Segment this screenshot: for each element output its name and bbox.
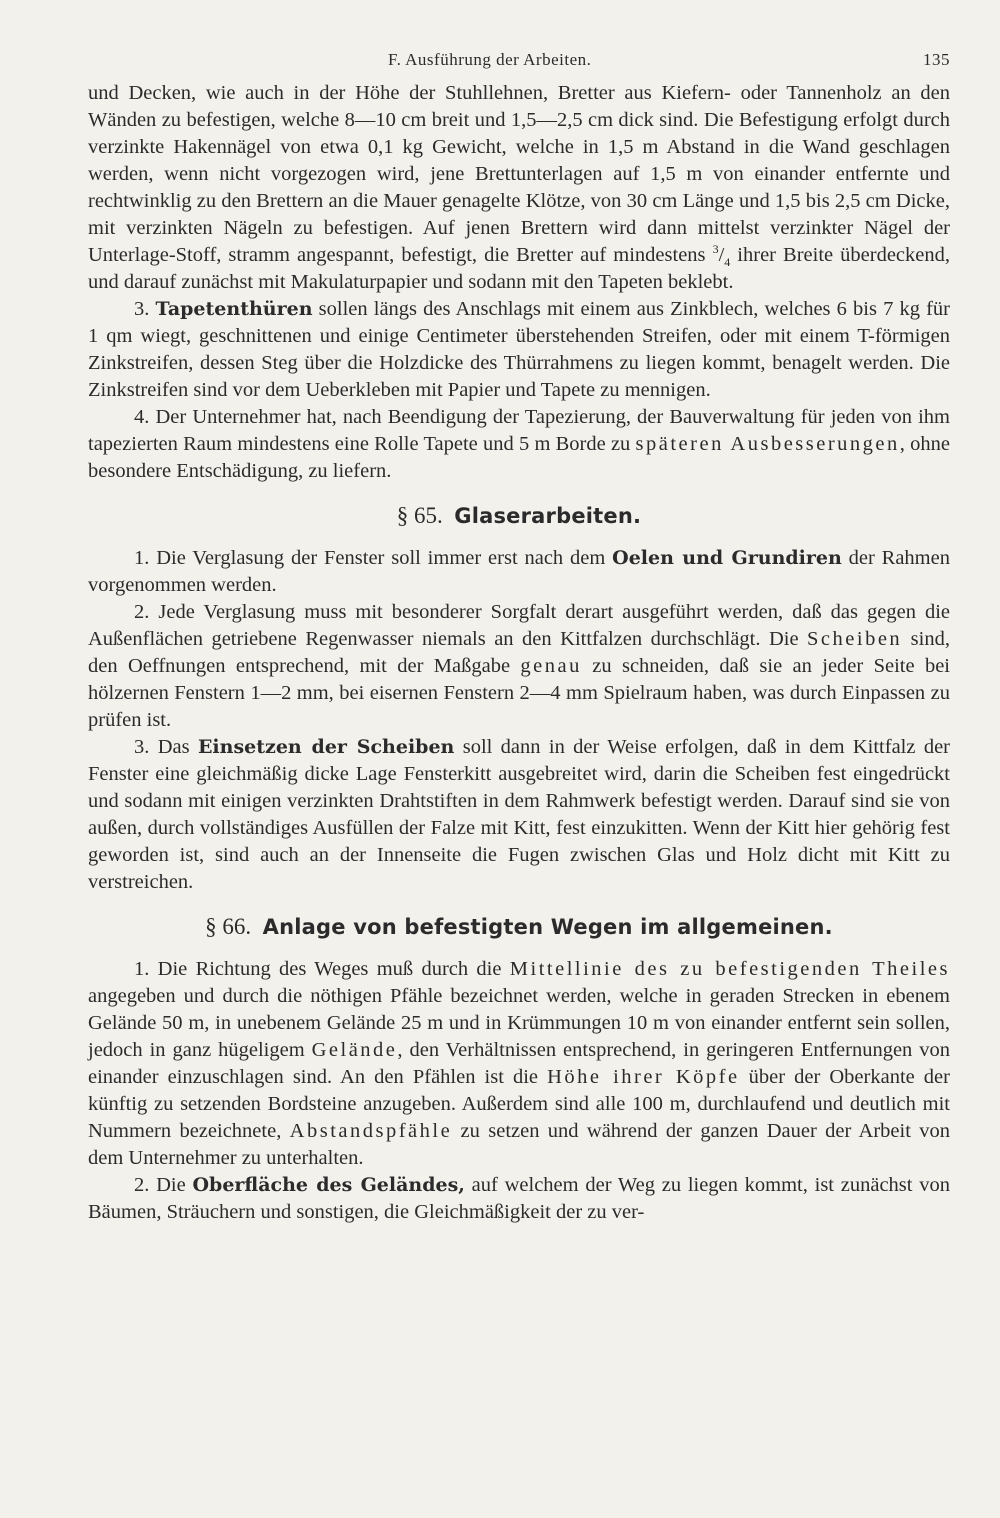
text-run: sollen längs des Anschlags mit einem aus Zinkblech, welches 6 bis 7 kg für 1 qm wiegt, geschnittenen und einige Centimeter überstehenden Streifen, oder mit einem T-förmigen Zinkstreifen, dessen Steg über die Holzdicke des Thürrahmens zu liegen kommt, benagelt werden. Die Zinkstreifen sind vor dem Ueberkleben mit Papier und Tapete zu mennigen.	[88, 298, 951, 401]
bold-term: Einsetzen der Scheiben	[197, 736, 455, 758]
paragraph-verglasung	[88, 545, 950, 599]
paragraph-richtung	[88, 956, 950, 1172]
section-heading-65	[88, 503, 950, 529]
spaced-term: späteren Ausbesserungen	[635, 433, 900, 455]
section-title: Anlage von befestigten Wegen im allgemeinen.	[262, 915, 833, 939]
text-run: 1. Die Verglasung der Fenster soll immer erst nach dem	[134, 547, 613, 569]
running-header	[88, 40, 950, 80]
page	[88, 40, 950, 1226]
paragraph-oberflaeche	[88, 1172, 950, 1226]
spaced-term: genau	[520, 655, 582, 677]
spaced-term: Mittellinie des zu befestigenden Theiles	[509, 958, 950, 980]
text-run: 2. Jede Verglasung muss mit besonderer Sorgfalt derart ausgeführt werden, daß das gegen die Außenflächen getriebene Regenwasser niemals an den Kittfalzen durchschlägt. Die	[88, 601, 950, 650]
text-run: über der Oberkante der künftig zu setzenden Bordsteine anzugeben. Außerdem sind alle 100 m, durchlaufend und deutlich mit Nummern bezeichnete,	[88, 1066, 950, 1142]
text-run: 2. Die	[134, 1174, 193, 1196]
page-number: 135	[923, 50, 950, 69]
section-heading-66	[88, 914, 950, 940]
text-run: 3. Das	[134, 736, 198, 758]
section-mark: § 65.	[396, 503, 443, 528]
spaced-term: Gelände	[311, 1039, 398, 1061]
bold-term: Oberfläche des Geländes,	[192, 1174, 465, 1196]
text-run: auf welchem der Weg zu liegen kommt, ist zunächst von Bäumen, Sträuchern und sonstigen, die Gleichmäßigkeit der zu ver-	[88, 1174, 950, 1223]
fraction-denominator: 4	[724, 255, 731, 270]
fraction-numerator: 3	[712, 242, 719, 257]
text-run: der Rahmen vorgenommen werden.	[88, 547, 950, 596]
section-title: Glaserarbeiten.	[454, 504, 642, 528]
spaced-term: Abstandspfähle	[289, 1120, 453, 1142]
paragraph-continuation: und Decken, wie auch in der Höhe der Stuhllehnen, Bretter aus Kiefern- oder Tannenholz an den Wänden zu befestigen, welche 8—10 cm breit und 1,5—2,5 cm dick sind. Die Befestigung erfolgt durch verzinkte Hakennägel von etwa 0,1 kg Gewicht, welche in 1,5 m Abstand in die Wand geschlagen werden, wenn nicht vorgezogen wird, jene Brettunterlagen auf 1,5 m von einander entfernte und rechtwinklig zu den Brettern an die Mauer genagelte Klötze, von 30 cm Länge und 1,5 bis 2,5 cm Dicke, mit verzinkten Nägeln zu befestigen. Auf jenen Brettern wird dann mittelst verzinkter Nägel der Unterlage-Stoff, stramm angespannt, befestigt, die Bretter auf mindestens $^3/_4$ ihrer Breite überdeckend, und darauf zunächst mit Makulaturpapier und sodann mit den Tapeten beklebt.	[88, 82, 951, 293]
item-number: 3.	[134, 298, 156, 320]
paragraph-sorgfalt	[88, 599, 950, 734]
bold-term: Tapetenthüren	[155, 298, 313, 320]
running-title: F. Ausführung der Arbeiten.	[388, 50, 592, 69]
paragraph-tapetenthueren	[88, 296, 950, 404]
text-run: 1. Die Richtung des Weges muß durch die	[134, 958, 510, 980]
text-run: zu setzen und während der ganzen Dauer der Arbeit von dem Unternehmer zu unterhalten.	[88, 1120, 950, 1169]
text-run: ihrer Breite überdeckend, und darauf zunächst mit Makulaturpapier und sodann mit den Tapeten beklebt.	[88, 244, 951, 293]
bold-term: Oelen und Grundiren	[612, 547, 842, 569]
text-run: angegeben und durch die nöthigen Pfähle bezeichnet werden, welche in geraden Strecken in ebenem Gelände 50 m, in unebenem Gelände 25 m und in Krümmungen 10 m von einander entfernt sein sollen, jedoch in ganz hügeligem	[88, 985, 950, 1061]
text-run: , ohne besondere Entschädigung, zu liefern.	[88, 433, 950, 482]
text-run: zu schneiden, daß sie an jeder Seite bei hölzernen Fenstern 1—2 mm, bei eisernen Fenstern 2—4 mm Spielraum haben, was durch Einpassen zu prüfen ist.	[88, 655, 950, 731]
spaced-term: Scheiben	[807, 628, 903, 650]
paragraph-unternehmer	[88, 404, 950, 485]
paragraph-einsetzen	[88, 734, 950, 896]
text-run: und Decken, wie auch in der Höhe der Stuhllehnen, Bretter aus Kiefern- oder Tannenholz an den Wänden zu befestigen, welche 8—10 cm breit und 1,5—2,5 cm dick sind. Die Befestigung erfolgt durch verzinkte Hakennägel von etwa 0,1 kg Gewicht, welche in 1,5 m Abstand in die Wand geschlagen werden, wenn nicht vorgezogen wird, jene Brettunterlagen auf 1,5 m von einander entfernte und rechtwinklig zu den Brettern an die Mauer genagelte Klötze, von 30 cm Länge und 1,5 bis 2,5 cm Dicke, mit verzinkten Nägeln zu befestigen. Auf jenen Brettern wird dann mittelst verzinkter Nägel der Unterlage-Stoff, stramm angespannt, befestigt, die Bretter auf mindestens	[88, 82, 950, 266]
text-run: , den Verhältnissen entsprechend, in geringeren Entfernungen von einander einzuschlagen sind. An den Pfählen ist die	[88, 1039, 951, 1088]
section-mark: § 66.	[205, 914, 252, 939]
text-run: soll dann in der Weise erfolgen, daß in dem Kittfalz der Fenster eine gleichmäßig dicke Lage Fensterkitt ausgebreitet wird, darin die Scheiben fest eingedrückt und sodann mit einigen verzinkten Drahtstiften in dem Rahmwerk befestigt werden. Darauf sind sie von außen, durch vollständiges Ausfüllen der Falze mit Kitt, fest einzukitten. Wenn der Kitt hier gehörig fest geworden ist, sind auch an der Innenseite die Fugen zwischen Glas und Holz dicht mit Kitt zu verstreichen.	[88, 736, 950, 893]
spaced-term: Höhe ihrer Köpfe	[547, 1066, 740, 1088]
text-run: 4. Der Unternehmer hat, nach Beendigung der Tapezierung, der Bauverwaltung für jeden von ihm tapezierten Raum mindestens eine Rolle Tapete und 5 m Borde zu	[88, 406, 950, 455]
text-run: sind, den Oeffnungen entsprechend, mit der Maßgabe	[88, 628, 950, 677]
